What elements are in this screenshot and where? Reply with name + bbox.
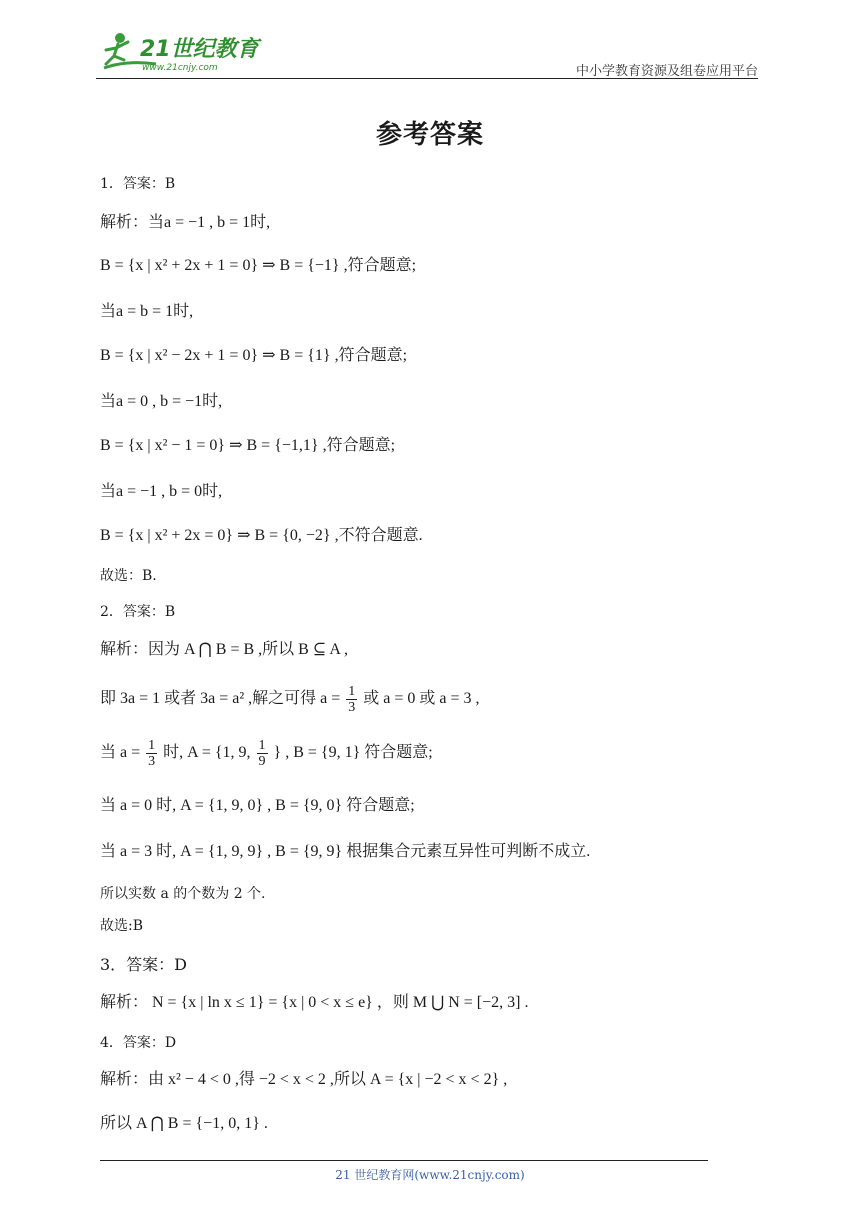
analysis-1-line: 当a = −1 , b = 0时, (100, 483, 223, 500)
analysis-2-text: 当 a = (100, 744, 141, 762)
footer-link[interactable]: 21 世纪教育网(www.21cnjy.com) (335, 1168, 525, 1182)
analysis-4-line: 解析：由 x² − 4 < 0 ,得 −2 < x < 2 ,所以 A = {x | −2 < x < 2} , (100, 1071, 508, 1088)
analysis-2-text: } , B = {9, 1} 符合题意; (273, 744, 433, 762)
page-header (96, 30, 758, 80)
footer-divider (100, 1160, 708, 1161)
fraction-one-third: $\frac{1}{3}$ (348, 684, 356, 715)
analysis-3-line: 解析： N = {x | ln x ≤ 1} = {x | 0 < x ≤ e} ，则 M ⋃ N = [−2, 3] . (100, 994, 529, 1011)
analysis-2-text: 即 3a = 1 或者 3a = a² ,解之可得 a = (100, 690, 341, 708)
analysis-1-choice: 故选：B. (100, 568, 157, 584)
answer-1: 1．答案：B (100, 176, 176, 192)
analysis-4-line: 所以 A ⋂ B = {−1, 0, 1} . (100, 1115, 268, 1132)
analysis-1-line: B = {x | x² − 2x + 1 = 0} ⇒ B = {1} ,符合题意; (100, 347, 408, 364)
analysis-1-line: B = {x | x² + 2x + 1 = 0} ⇒ B = {−1} ,符合题意; (100, 257, 417, 274)
platform-name: 中小学教育资源及组卷应用平台 (575, 64, 758, 79)
analysis-2-choice: 故选:B (100, 918, 144, 934)
analysis-2-text: 或 a = 0 或 a = 3 , (363, 690, 480, 708)
header-divider (96, 78, 758, 79)
analysis-1-line: B = {x | x² − 1 = 0} ⇒ B = {−1,1} ,符合题意; (100, 437, 396, 454)
analysis-2-conclusion: 所以实数 a 的个数为 2 个. (100, 886, 266, 902)
analysis-2-line: 当 a = 0 时, A = {1, 9, 0} , B = {9, 0} 符合题意; (100, 797, 415, 814)
site-logo (96, 30, 266, 76)
analysis-1-line: 当a = b = 1时, (100, 303, 194, 320)
analysis-1-line: 当a = 0 , b = −1时, (100, 393, 223, 410)
analysis-2-line: 当 a = 3 时, A = {1, 9, 9} , B = {9, 9} 根据集合元素互异性可判断不成立. (100, 843, 591, 860)
analysis-2-line: 解析：因为 A ⋂ B = B ,所以 B ⊆ A , (100, 641, 349, 658)
answer-2: 2．答案：B (100, 604, 176, 620)
fraction-one-ninth: $\frac{1}{9}$ (258, 738, 266, 769)
analysis-2-line (100, 738, 433, 769)
analysis-1-line: B = {x | x² + 2x = 0} ⇒ B = {0, −2} ,不符合题意. (100, 527, 423, 544)
page-title: 参考答案 (375, 120, 484, 150)
answer-4: 4．答案：D (100, 1035, 177, 1051)
answer-3: 3．答案：D (100, 955, 188, 974)
svg-text:www.21cnjy.com: www.21cnjy.com (142, 63, 218, 73)
analysis-2-line (100, 684, 480, 715)
fraction-one-third: $\frac{1}{3}$ (148, 738, 156, 769)
svg-text:21世纪教育: 21世纪教育 (140, 37, 259, 62)
analysis-2-text: 时, A = {1, 9, (163, 744, 251, 762)
analysis-1-line: 解析：当a = −1 , b = 1时, (100, 214, 271, 231)
